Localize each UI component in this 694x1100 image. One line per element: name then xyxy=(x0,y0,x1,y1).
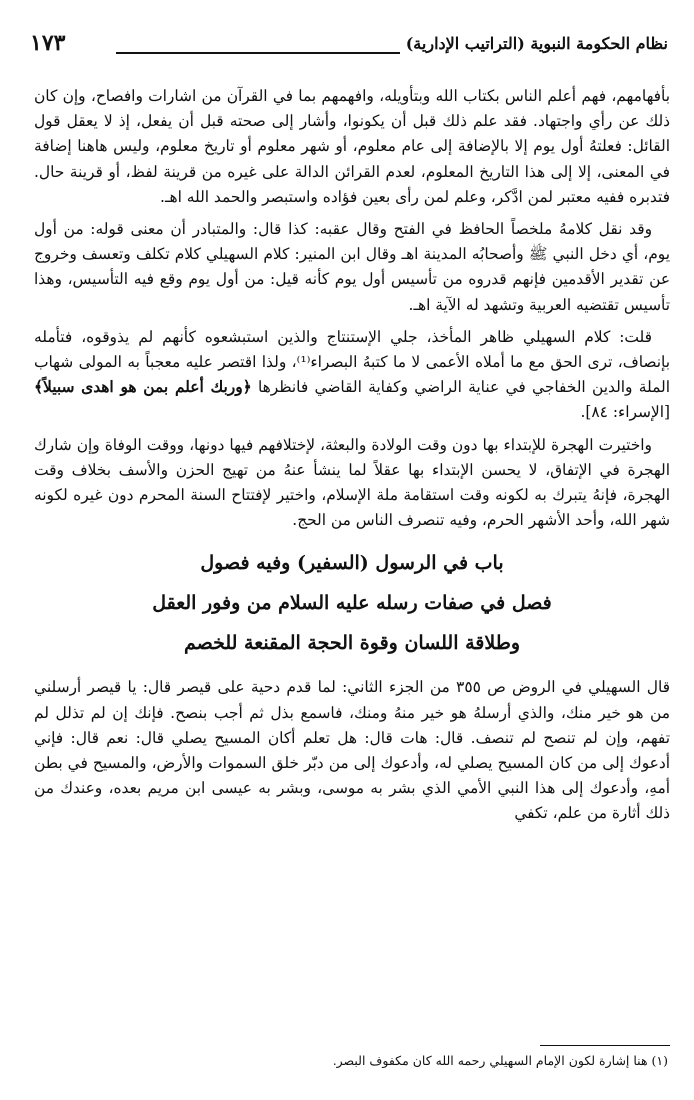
paragraph-text: قلت: كلام السهيلي ظاهر المأخذ، جلي الإستنتاج والذين استبشعوه كأنهم لم يذوقوه، فتأمله بإنصاف، ترى الحق مع ما أملاه الأعمى لا ما كتبهُ البصراء⁽¹⁾، ولذا اقتصر عليه معجباً به المولى شهاب الملة والدين الخفاجي في عناية الراضي وكفاية القاضي فانظرها xyxy=(34,327,670,397)
paragraph: بأفهامهم، فهم أعلم الناس بكتاب الله وبتأويله، وافهمهم بما في القرآن من اشارات وافصاح، وإن كان ذلك عن رأي واجتهاد. فقد علم ذلك قبل أن يكونوا، وأشار إلى صحته قبل أن يفعل، إذ لا يعقل قول القائل: فعلتهُ أول يوم إلا بالإضافة إلى عام معلوم، أو شهر معلوم أو تاريخ معلوم، وليس هاهنا إضافة في المعنى، إلا إلى هذا التاريخ المعلوم، لعدم القرائن الدالة على غيره من قرينة لفظ، أو قرينة حال. فتدبره ففيه معتبر لمن ادَّكر، وعلم لمن رأى بعين فؤاده واستبصر والحمد الله اهـ. xyxy=(34,87,670,206)
running-header xyxy=(30,30,668,62)
paragraph: قال السهيلي في الروض ص ٣٥٥ من الجزء الثاني: لما قدم دحية على قيصر قال: يا قيصر أرسلني من هو خير منك، والذي أرسلهُ هو خير منهُ ومنك، فاسمع بذل ثم أجب بنصح. فإنك إن لم تذلل لم تفهم، وإن لم تنصح لم تنصف. قال: هات قال: هل تعلم أكان المسيح يصلي قال: نعم قال: فإني أدعوك إلى من كان المسيح يصلي له، وأدعوك إلى من دبّر خلق السموات والأرض، والمسيح في بطن أمهِ، وأدعوك إلى هذا النبي الأمي الذي بشر به موسى، وبشر به عيسى ابن مريم بعده، وعندك من ذلك أثارة من علم، تكفي xyxy=(34,678,670,823)
section-heading: فصل في صفات رسله عليه السلام من وفور العقل xyxy=(152,592,552,615)
header-rule xyxy=(116,52,400,54)
verse-citation: [الإسراء: ٨٤]. xyxy=(580,403,670,422)
chapter-heading: باب في الرسول (السفير) وفيه فصول xyxy=(200,552,504,575)
running-title: نظام الحكومة النبوية (التراتيب الإدارية) xyxy=(405,34,668,53)
section-heading-continued: وطلاقة اللسان وقوة الحجة المقنعة للخصم xyxy=(183,632,521,655)
quran-verse: ﴿وربك أعلم بمن هو اهدى سبيلاً﴾ xyxy=(34,378,252,397)
footnote: (١) هنا إشارة لكون الإمام السهيلي رحمه الله كان مكفوف البصر. xyxy=(332,1053,668,1068)
paragraph xyxy=(34,325,670,426)
paragraph: واختيرت الهجرة للإبتداء بها دون وقت الولادة والبعثة، لإختلافهم فيها دونها، ووقت الوفاة وإن شارك الهجرة في الإتفاق، لا يحسن الإبتداء بها عقلاً لما ينشأ عنهُ من تهيج الحزن والأسف بخلاف وقت الهجرة، فإنهُ يتبرك به لكونه وقت استقامة ملة الإسلام، واختير لإفتتاح السنة المحرم دون غيره لكونه شهر الله، وأحد الأشهر الحرم، وفيه تنصرف الناس من الحج. xyxy=(34,435,670,530)
body-text xyxy=(34,84,670,834)
footnote-rule xyxy=(540,1045,670,1046)
section-headings xyxy=(34,543,670,663)
page-number: ١٧٣ xyxy=(30,30,66,56)
paragraph: وقد نقل كلامهُ ملخصاً الحافظ في الفتح وقال عقبه: كذا قال: والمتبادر أن معنى قوله: من أول يوم، أي دخل النبي ﷺ وأصحابُه المدينة اهـ وقال ابن المنير: كلام السهيلي كلام تكلف وتعسف وخروج عن تقدير الأقدمين فإنهم قدروه من تأسيس أول يوم كأنه قيل: من أول يوم وقع فيه التأسيس، وهذا تأسيس تقتضيه العربية وتشهد له الآية اهـ. xyxy=(34,220,670,314)
